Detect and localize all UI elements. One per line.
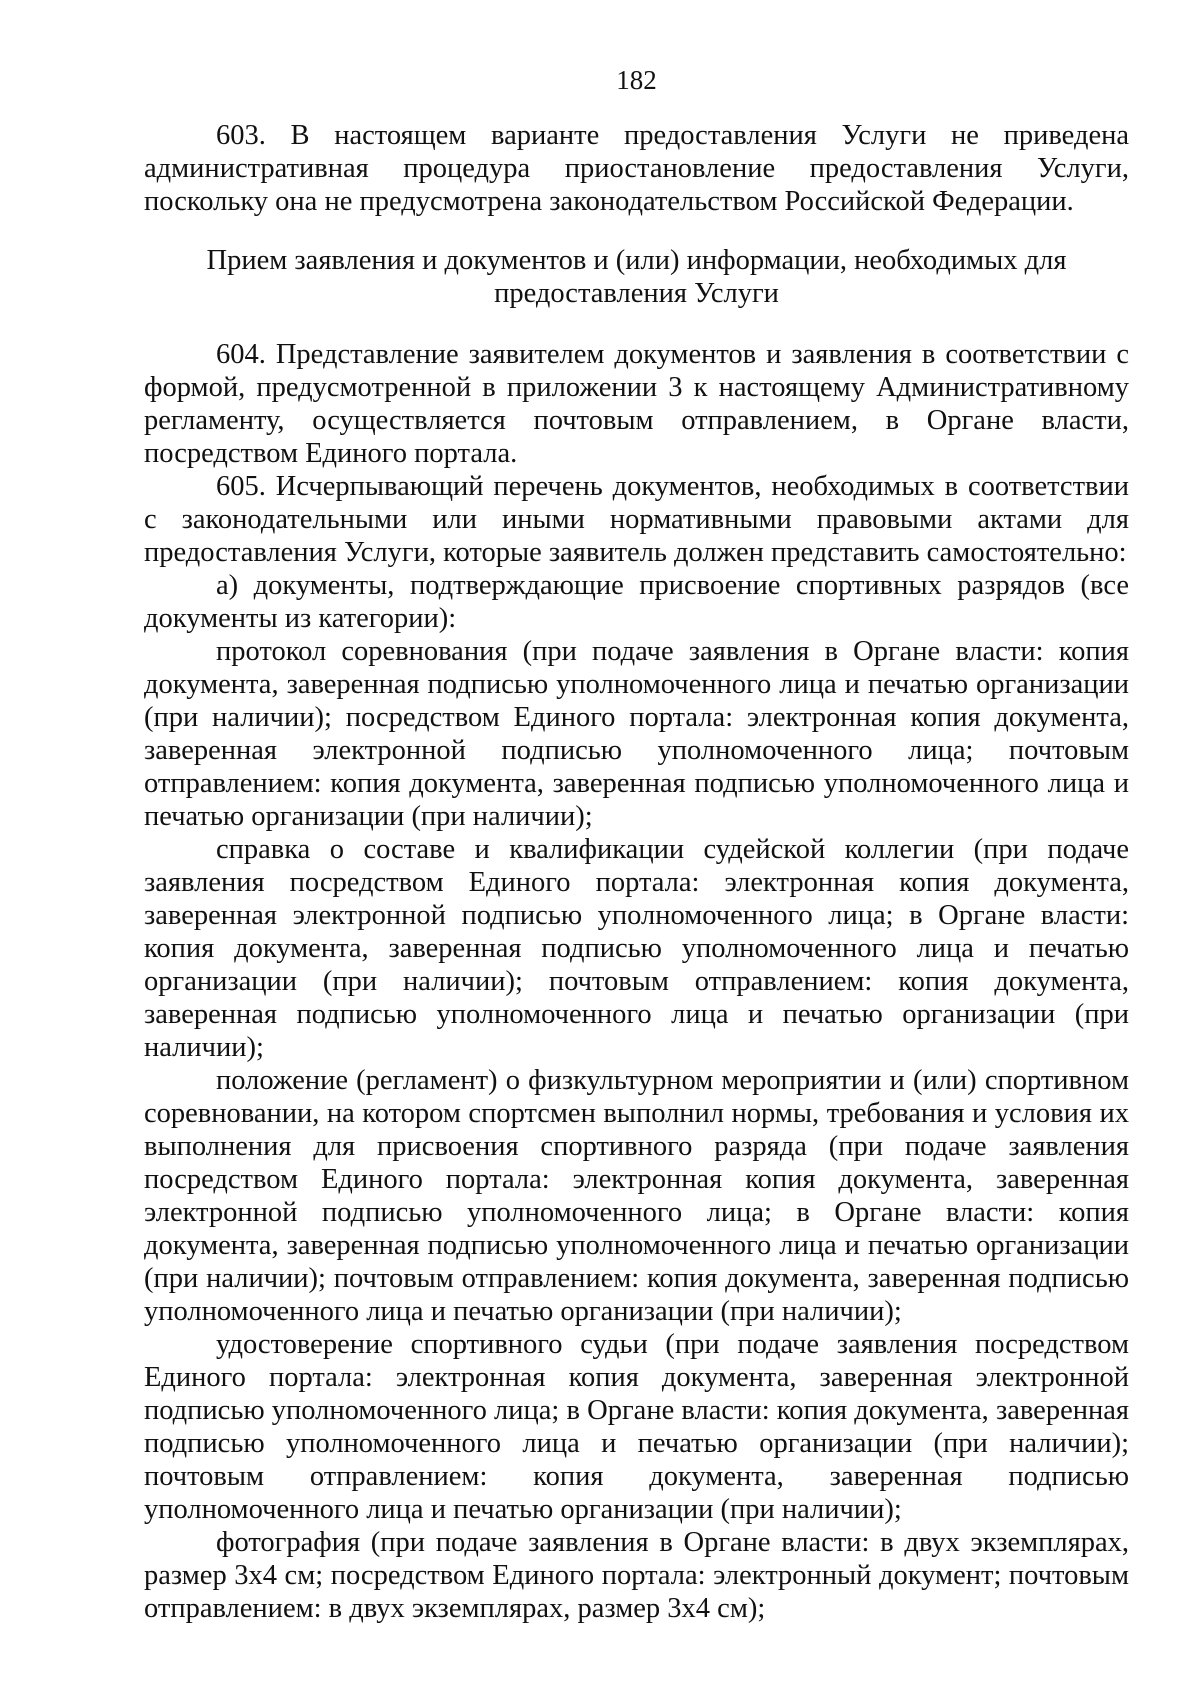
paragraph-photograph: фотография (при подаче заявления в Органе власти: в двух экземплярах, размер 3х4 см; посредством Единого портала: электронный документ; почтовым отправлением: в двух экземплярах, размер 3х4 см);	[144, 1527, 1129, 1624]
document-page	[144, 64, 1129, 1625]
paragraph-judging-panel-certificate: справка о составе и квалификации судейской коллегии (при подаче заявления посредством Единого портала: электронная копия документа, заверенная электронной подписью уполномоченного лица; в Органе власти: копия документа, заверенная подписью уполномоченного лица и печатью организации (при наличии); почтовым отправлением: копия документа, заверенная подписью уполномоченного лица и печатью организации (при наличии);	[144, 834, 1129, 1063]
paragraph-603: 603. В настоящем варианте предоставления Услуги не приведена административная процедура приостановление предоставления Услуги, поскольку она не предусмотрена законодательством Российской Федерации.	[144, 120, 1129, 217]
page-number: 182	[616, 65, 657, 95]
paragraph-judge-certificate: удостоверение спортивного судьи (при подаче заявления посредством Единого портала: электронная копия документа, заверенная электронной подписью уполномоченного лица; в Органе власти: копия документа, заверенная подписью уполномоченного лица и печатью организации (при наличии); почтовым отправлением: копия документа, заверенная подписью уполномоченного лица и печатью организации (при наличии);	[144, 1329, 1129, 1525]
paragraph-605: 605. Исчерпывающий перечень документов, необходимых в соответствии с законодательными или иными нормативными правовыми актами для предоставления Услуги, которые заявитель должен представить самостоятельно:	[144, 471, 1129, 568]
section-heading: Прием заявления и документов и (или) информации, необходимых для предоставления Услуги	[206, 245, 1067, 309]
paragraph-event-regulation: положение (регламент) о физкультурном мероприятии и (или) спортивном соревновании, на котором спортсмен выполнил нормы, требования и условия их выполнения для присвоения спортивного разряда (при подаче заявления посредством Единого портала: электронная копия документа, заверенная электронной подписью уполномоченного лица; в Органе власти: копия документа, заверенная подписью уполномоченного лица и печатью организации (при наличии); почтовым отправлением: копия документа, заверенная подписью уполномоченного лица и печатью организации (при наличии);	[144, 1065, 1129, 1327]
paragraph-604: 604. Представление заявителем документов и заявления в соответствии с формой, предусмотренной в приложении 3 к настоящему Административному регламенту, осуществляется почтовым отправлением, в Органе власти, посредством Единого портала.	[144, 339, 1129, 469]
paragraph-competition-protocol: протокол соревнования (при подаче заявления в Органе власти: копия документа, заверенная подписью уполномоченного лица и печатью организации (при наличии); посредством Единого портала: электронная копия документа, заверенная электронной подписью уполномоченного лица; почтовым отправлением: копия документа, заверенная подписью уполномоченного лица и печатью организации (при наличии);	[144, 636, 1129, 832]
paragraph-605-a: а) документы, подтверждающие присвоение спортивных разрядов (все документы из категории):	[144, 570, 1129, 634]
